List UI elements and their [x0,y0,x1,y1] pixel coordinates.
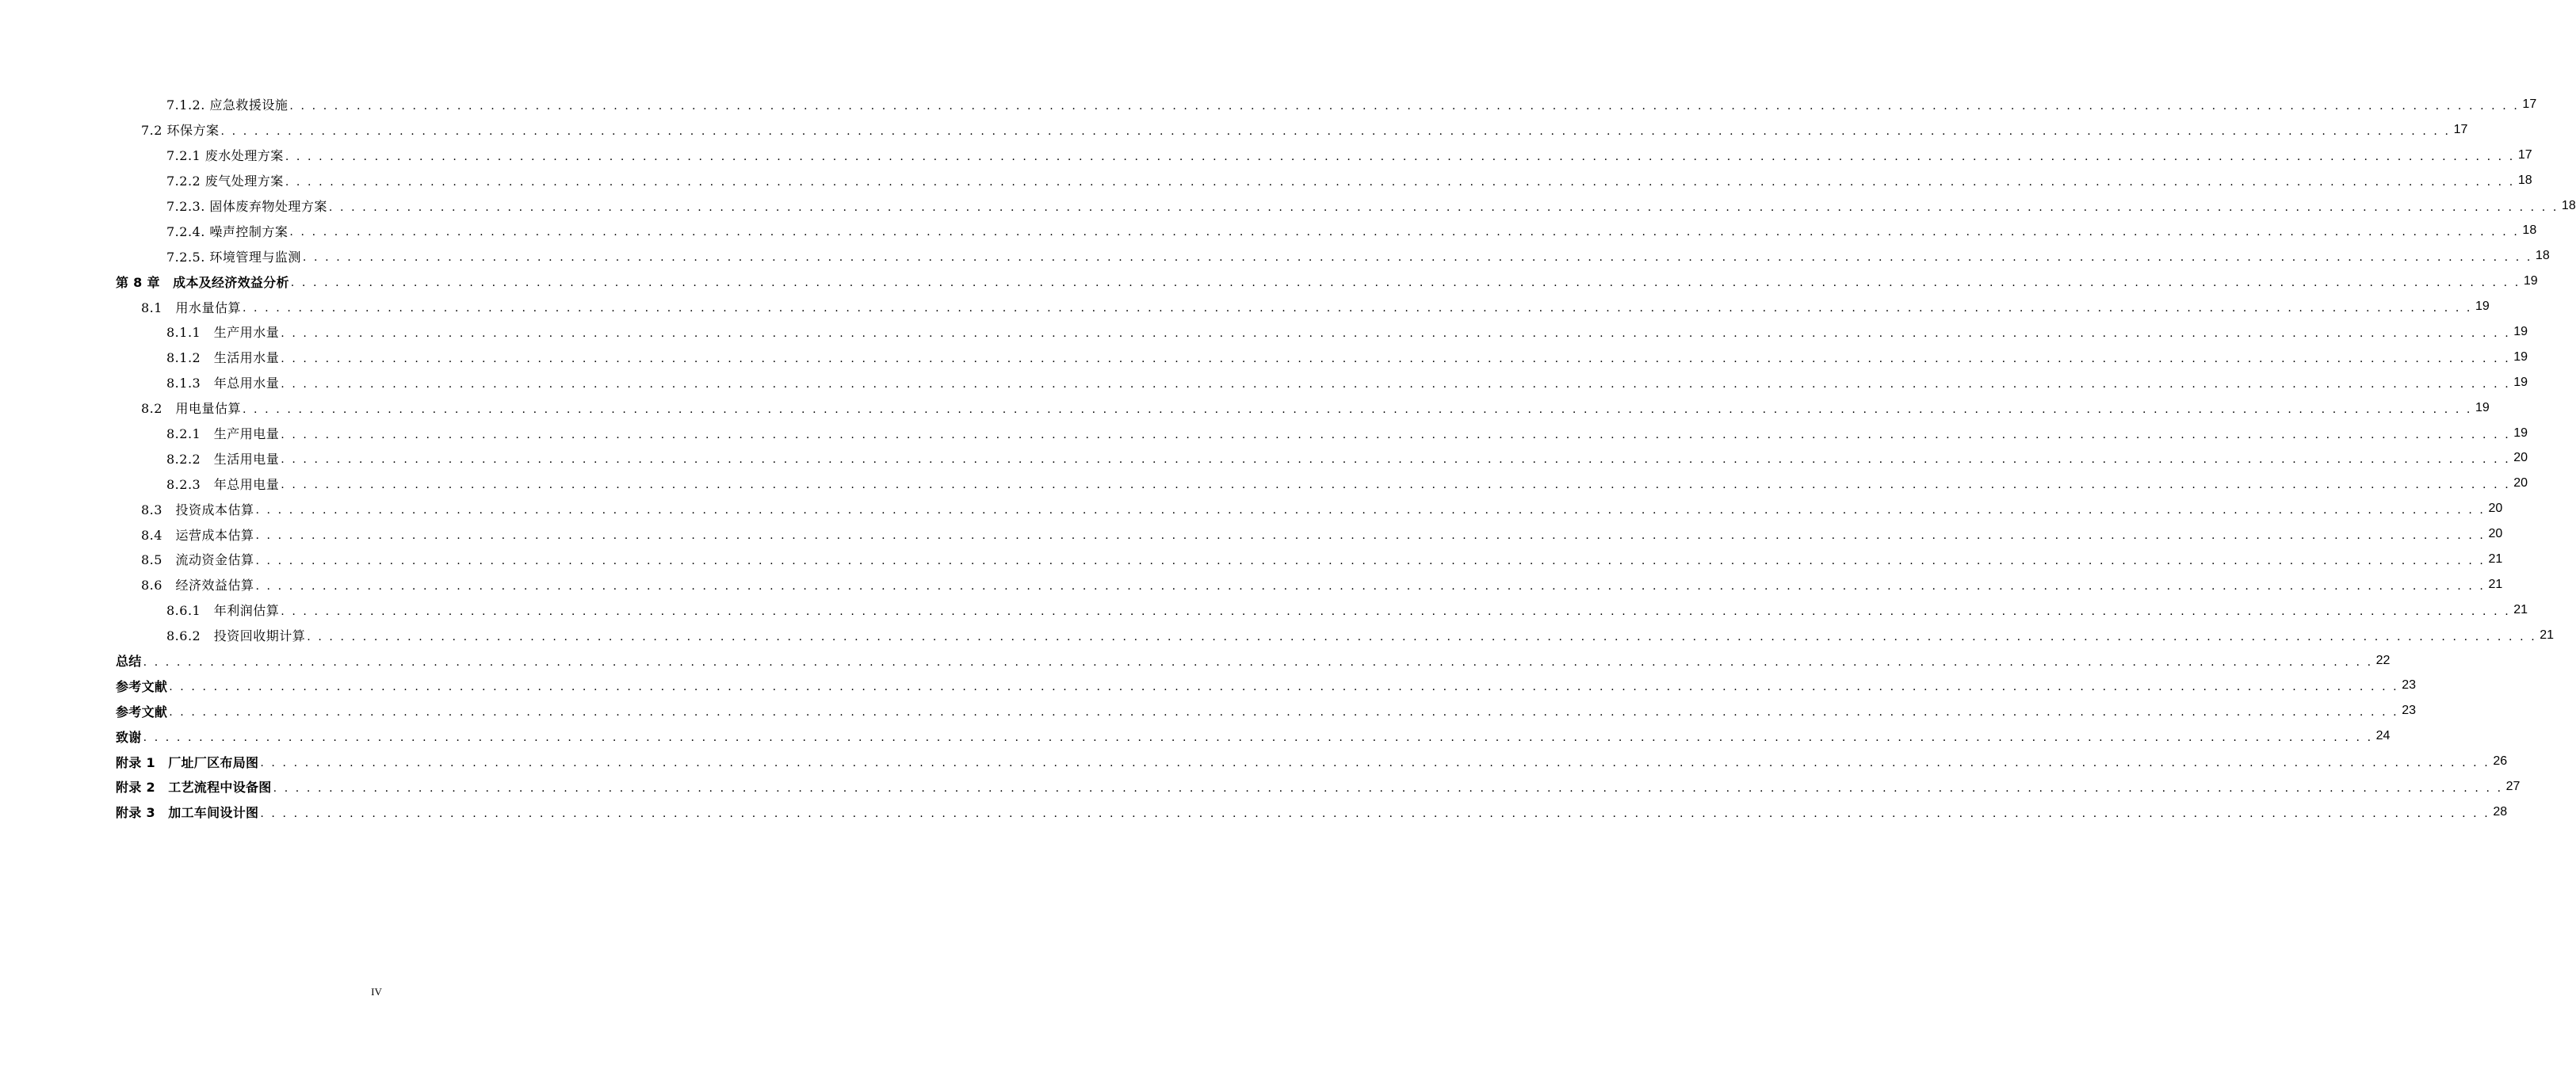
toc-entry-page-number: 20 [2488,527,2503,541]
toc-entry-page-number: 21 [2513,602,2528,616]
toc-entry[interactable] [0,800,2508,825]
toc-entry[interactable] [0,117,2468,143]
toc-entry-page-number: 17 [2453,122,2468,136]
toc-entry[interactable] [0,345,2528,370]
toc-entry-page-number: 18 [2522,223,2537,238]
toc-entry-title: 8.1.1 生产用水量 [166,325,280,341]
toc-entry-page-number: 27 [2505,779,2521,793]
dot-leader: . . . . . . . . . . . . . . . . . . . . . . . . . . . . . . . . . . . . . . . . . . . . . . . . . . . . . . . . . . . . . . . . . . . . . . . . . . . . . . . . . . . . . . . . . . . . . . . . . . . . . . . . . . . . . . . . . . . . . . . . . . . . . . . . . . . . . . . . . . . . . . . . . . . . . . . . . . . . . . . . . . . . . . . . . . . . . . . . . . . . . . . . . . . . . . . . . . . . . . . . [169,706,2399,720]
toc-entry-page-number: 17 [2517,147,2532,162]
toc-entry-title: 8.2 用电量估算 [141,401,241,417]
toc-entry-page-number: 19 [2523,274,2538,288]
toc-entry-page-number: 21 [2488,577,2503,591]
toc-entry-page-number: 19 [2513,426,2528,440]
dot-leader: . . . . . . . . . . . . . . . . . . . . . . . . . . . . . . . . . . . . . . . . . . . . . . . . . . . . . . . . . . . . . . . . . . . . . . . . . . . . . . . . . . . . . . . . . . . . . . . . . . . . . . . . . . . . . . . . . . . . . . . . . . . . . . . . . . . . . . . . . . . . . . . . . . . . . . . . . . . . . . . . . . . . . . . . . . . . . . . . . . . . . . . . . . . . . . . . . . . . . . . . [307,630,2537,643]
toc-entry-title: 8.5 流动资金估算 [141,552,254,568]
toc-entry[interactable] [0,572,2503,597]
dot-leader: . . . . . . . . . . . . . . . . . . . . . . . . . . . . . . . . . . . . . . . . . . . . . . . . . . . . . . . . . . . . . . . . . . . . . . . . . . . . . . . . . . . . . . . . . . . . . . . . . . . . . . . . . . . . . . . . . . . . . . . . . . . . . . . . . . . . . . . . . . . . . . . . . . . . . . . . . . . . . . . . . . . . . . . . . . . . . . . . . . . . . . . . . . . . . . . . . . . . . . . . [273,781,2503,795]
toc-entry[interactable] [0,597,2528,623]
toc-entry[interactable] [0,623,2555,648]
toc-entry[interactable] [0,698,2417,723]
toc-entry[interactable] [0,673,2417,698]
page-number-footer: IV [371,986,382,998]
dot-leader: . . . . . . . . . . . . . . . . . . . . . . . . . . . . . . . . . . . . . . . . . . . . . . . . . . . . . . . . . . . . . . . . . . . . . . . . . . . . . . . . . . . . . . . . . . . . . . . . . . . . . . . . . . . . . . . . . . . . . . . . . . . . . . . . . . . . . . . . . . . . . . . . . . . . . . . . . . . . . . . . . . . . . . . . . . . . . . . . . . . . . . . . . . . . . . . . . . . . . . . . [281,479,2511,492]
toc-entry-title: 7.2.2 废气处理方案 [166,174,284,189]
dot-leader: . . . . . . . . . . . . . . . . . . . . . . . . . . . . . . . . . . . . . . . . . . . . . . . . . . . . . . . . . . . . . . . . . . . . . . . . . . . . . . . . . . . . . . . . . . . . . . . . . . . . . . . . . . . . . . . . . . . . . . . . . . . . . . . . . . . . . . . . . . . . . . . . . . . . . . . . . . . . . . . . . . . . . . . . . . . . . . . . . . . . . . . . . . . . . . . . . . . . . . . . [255,504,2486,517]
toc-entry-title: 7.2.1 废水处理方案 [166,148,284,164]
toc-entry[interactable] [0,168,2532,193]
toc-entry[interactable] [0,421,2528,446]
toc-entry-page-number: 21 [2488,552,2503,566]
toc-entry-title: 第 8 章 成本及经济效益分析 [116,274,289,290]
toc-entry-page-number: 20 [2513,451,2528,465]
toc-entry[interactable] [0,521,2503,547]
toc-entry-title: 参考文献 [116,678,168,694]
toc-entry-title: 附录 1 厂址厂区布局图 [116,754,259,770]
dot-leader: . . . . . . . . . . . . . . . . . . . . . . . . . . . . . . . . . . . . . . . . . . . . . . . . . . . . . . . . . . . . . . . . . . . . . . . . . . . . . . . . . . . . . . . . . . . . . . . . . . . . . . . . . . . . . . . . . . . . . . . . . . . . . . . . . . . . . . . . . . . . . . . . . . . . . . . . . . . . . . . . . . . . . . . . . . . . . . . . . . . . . . . . . . . . . . . . . . . . . . . . [328,200,2559,214]
dot-leader: . . . . . . . . . . . . . . . . . . . . . . . . . . . . . . . . . . . . . . . . . . . . . . . . . . . . . . . . . . . . . . . . . . . . . . . . . . . . . . . . . . . . . . . . . . . . . . . . . . . . . . . . . . . . . . . . . . . . . . . . . . . . . . . . . . . . . . . . . . . . . . . . . . . . . . . . . . . . . . . . . . . . . . . . . . . . . . . . . . . . . . . . . . . . . . . . . . . . . . . . [260,807,2490,820]
toc-entry-title: 8.6.2 投资回收期计算 [166,628,306,644]
dot-leader: . . . . . . . . . . . . . . . . . . . . . . . . . . . . . . . . . . . . . . . . . . . . . . . . . . . . . . . . . . . . . . . . . . . . . . . . . . . . . . . . . . . . . . . . . . . . . . . . . . . . . . . . . . . . . . . . . . . . . . . . . . . . . . . . . . . . . . . . . . . . . . . . . . . . . . . . . . . . . . . . . . . . . . . . . . . . . . . . . . . . . . . . . . . . . . . . . . . . . . . . [242,302,2472,315]
toc-entry[interactable] [0,319,2528,345]
dot-leader: . . . . . . . . . . . . . . . . . . . . . . . . . . . . . . . . . . . . . . . . . . . . . . . . . . . . . . . . . . . . . . . . . . . . . . . . . . . . . . . . . . . . . . . . . . . . . . . . . . . . . . . . . . . . . . . . . . . . . . . . . . . . . . . . . . . . . . . . . . . . . . . . . . . . . . . . . . . . . . . . . . . . . . . . . . . . . . . . . . . . . . . . . . . . . . . . . . . . . . . . [143,731,2373,745]
toc-entry-title: 附录 3 加工车间设计图 [116,805,259,821]
dot-leader: . . . . . . . . . . . . . . . . . . . . . . . . . . . . . . . . . . . . . . . . . . . . . . . . . . . . . . . . . . . . . . . . . . . . . . . . . . . . . . . . . . . . . . . . . . . . . . . . . . . . . . . . . . . . . . . . . . . . . . . . . . . . . . . . . . . . . . . . . . . . . . . . . . . . . . . . . . . . . . . . . . . . . . . . . . . . . . . . . . . . . . . . . . . . . . . . . . . . . . . . [290,277,2521,290]
dot-leader: . . . . . . . . . . . . . . . . . . . . . . . . . . . . . . . . . . . . . . . . . . . . . . . . . . . . . . . . . . . . . . . . . . . . . . . . . . . . . . . . . . . . . . . . . . . . . . . . . . . . . . . . . . . . . . . . . . . . . . . . . . . . . . . . . . . . . . . . . . . . . . . . . . . . . . . . . . . . . . . . . . . . . . . . . . . . . . . . . . . . . . . . . . . . . . . . . . . . . . . . [255,554,2486,567]
toc-entry-title: 8.1 用水量估算 [141,300,241,315]
dot-leader: . . . . . . . . . . . . . . . . . . . . . . . . . . . . . . . . . . . . . . . . . . . . . . . . . . . . . . . . . . . . . . . . . . . . . . . . . . . . . . . . . . . . . . . . . . . . . . . . . . . . . . . . . . . . . . . . . . . . . . . . . . . . . . . . . . . . . . . . . . . . . . . . . . . . . . . . . . . . . . . . . . . . . . . . . . . . . . . . . . . . . . . . . . . . . . . . . . . . . . . . [281,428,2511,441]
toc-entry-title: 致谢 [116,729,142,745]
toc-entry-page-number: 20 [2488,502,2503,516]
toc-entry-page-number: 28 [2493,804,2508,819]
toc-entry-title: 参考文献 [116,704,168,720]
toc-entry[interactable] [0,143,2532,168]
toc-entry-page-number: 19 [2513,324,2528,338]
toc-entry-page-number: 24 [2375,729,2391,743]
toc-entry[interactable] [0,445,2528,471]
toc-entry-title: 8.6.1 年利润估算 [166,603,280,619]
toc-entry[interactable] [0,471,2528,496]
toc-entry-title: 7.2.3. 固体废弃物处理方案 [166,199,327,214]
toc-entry-page-number: 18 [2535,249,2550,263]
toc-entry-page-number: 26 [2493,754,2508,769]
toc-entry-title: 附录 2 工艺流程中设备图 [116,780,272,796]
toc-entry-page-number: 18 [2517,173,2532,187]
toc-entry-page-number: 20 [2513,476,2528,491]
toc-entry-page-number: 19 [2513,349,2528,364]
toc-entry[interactable] [0,193,2576,219]
toc-entry-title: 8.1.3 年总用水量 [166,376,280,391]
toc-entry[interactable] [0,648,2391,674]
toc-entry[interactable] [0,496,2503,521]
toc-entry-page-number: 19 [2475,300,2490,314]
table-of-contents [0,92,2576,825]
toc-entry-title: 8.2.2 生活用电量 [166,451,280,467]
dot-leader: . . . . . . . . . . . . . . . . . . . . . . . . . . . . . . . . . . . . . . . . . . . . . . . . . . . . . . . . . . . . . . . . . . . . . . . . . . . . . . . . . . . . . . . . . . . . . . . . . . . . . . . . . . . . . . . . . . . . . . . . . . . . . . . . . . . . . . . . . . . . . . . . . . . . . . . . . . . . . . . . . . . . . . . . . . . . . . . . . . . . . . . . . . . . . . . . . . . . . . . . [143,655,2373,669]
toc-entry-title: 7.1.2. 应急救援设施 [166,97,289,113]
toc-entry-title: 7.2.4. 噪声控制方案 [166,223,289,239]
toc-entry[interactable] [0,269,2538,294]
toc-entry-page-number: 21 [2540,628,2555,642]
toc-entry-title: 8.6 经济效益估算 [141,578,254,594]
toc-entry-page-number: 19 [2475,400,2490,414]
toc-entry[interactable] [0,92,2537,117]
dot-leader: . . . . . . . . . . . . . . . . . . . . . . . . . . . . . . . . . . . . . . . . . . . . . . . . . . . . . . . . . . . . . . . . . . . . . . . . . . . . . . . . . . . . . . . . . . . . . . . . . . . . . . . . . . . . . . . . . . . . . . . . . . . . . . . . . . . . . . . . . . . . . . . . . . . . . . . . . . . . . . . . . . . . . . . . . . . . . . . . . . . . . . . . . . . . . . . . . . . . . . . . [220,124,2451,138]
toc-entry-title: 7.2 环保方案 [141,123,220,139]
toc-entry-title: 8.2.1 生产用电量 [166,426,280,442]
dot-leader: . . . . . . . . . . . . . . . . . . . . . . . . . . . . . . . . . . . . . . . . . . . . . . . . . . . . . . . . . . . . . . . . . . . . . . . . . . . . . . . . . . . . . . . . . . . . . . . . . . . . . . . . . . . . . . . . . . . . . . . . . . . . . . . . . . . . . . . . . . . . . . . . . . . . . . . . . . . . . . . . . . . . . . . . . . . . . . . . . . . . . . . . . . . . . . . . . . . . . . . . [285,175,2515,189]
dot-leader: . . . . . . . . . . . . . . . . . . . . . . . . . . . . . . . . . . . . . . . . . . . . . . . . . . . . . . . . . . . . . . . . . . . . . . . . . . . . . . . . . . . . . . . . . . . . . . . . . . . . . . . . . . . . . . . . . . . . . . . . . . . . . . . . . . . . . . . . . . . . . . . . . . . . . . . . . . . . . . . . . . . . . . . . . . . . . . . . . . . . . . . . . . . . . . . . . . . . . . . . [255,579,2486,593]
dot-leader: . . . . . . . . . . . . . . . . . . . . . . . . . . . . . . . . . . . . . . . . . . . . . . . . . . . . . . . . . . . . . . . . . . . . . . . . . . . . . . . . . . . . . . . . . . . . . . . . . . . . . . . . . . . . . . . . . . . . . . . . . . . . . . . . . . . . . . . . . . . . . . . . . . . . . . . . . . . . . . . . . . . . . . . . . . . . . . . . . . . . . . . . . . . . . . . . . . . . . . . . [255,529,2486,543]
dot-leader: . . . . . . . . . . . . . . . . . . . . . . . . . . . . . . . . . . . . . . . . . . . . . . . . . . . . . . . . . . . . . . . . . . . . . . . . . . . . . . . . . . . . . . . . . . . . . . . . . . . . . . . . . . . . . . . . . . . . . . . . . . . . . . . . . . . . . . . . . . . . . . . . . . . . . . . . . . . . . . . . . . . . . . . . . . . . . . . . . . . . . . . . . . . . . . . . . . . . . . . . [281,326,2511,340]
dot-leader: . . . . . . . . . . . . . . . . . . . . . . . . . . . . . . . . . . . . . . . . . . . . . . . . . . . . . . . . . . . . . . . . . . . . . . . . . . . . . . . . . . . . . . . . . . . . . . . . . . . . . . . . . . . . . . . . . . . . . . . . . . . . . . . . . . . . . . . . . . . . . . . . . . . . . . . . . . . . . . . . . . . . . . . . . . . . . . . . . . . . . . . . . . . . . . . . . . . . . . . . [242,403,2472,416]
toc-entry-title: 8.2.3 年总用电量 [166,476,280,492]
toc-entry-page-number: 19 [2513,375,2528,389]
toc-entry-page-number: 17 [2522,97,2537,111]
dot-leader: . . . . . . . . . . . . . . . . . . . . . . . . . . . . . . . . . . . . . . . . . . . . . . . . . . . . . . . . . . . . . . . . . . . . . . . . . . . . . . . . . . . . . . . . . . . . . . . . . . . . . . . . . . . . . . . . . . . . . . . . . . . . . . . . . . . . . . . . . . . . . . . . . . . . . . . . . . . . . . . . . . . . . . . . . . . . . . . . . . . . . . . . . . . . . . . . . . . . . . . . [285,150,2515,163]
toc-entry-page-number: 18 [2561,198,2576,212]
toc-entry[interactable] [0,749,2508,774]
toc-entry-title: 8.1.2 生活用水量 [166,350,280,366]
dot-leader: . . . . . . . . . . . . . . . . . . . . . . . . . . . . . . . . . . . . . . . . . . . . . . . . . . . . . . . . . . . . . . . . . . . . . . . . . . . . . . . . . . . . . . . . . . . . . . . . . . . . . . . . . . . . . . . . . . . . . . . . . . . . . . . . . . . . . . . . . . . . . . . . . . . . . . . . . . . . . . . . . . . . . . . . . . . . . . . . . . . . . . . . . . . . . . . . . . . . . . . . [260,757,2490,770]
dot-leader: . . . . . . . . . . . . . . . . . . . . . . . . . . . . . . . . . . . . . . . . . . . . . . . . . . . . . . . . . . . . . . . . . . . . . . . . . . . . . . . . . . . . . . . . . . . . . . . . . . . . . . . . . . . . . . . . . . . . . . . . . . . . . . . . . . . . . . . . . . . . . . . . . . . . . . . . . . . . . . . . . . . . . . . . . . . . . . . . . . . . . . . . . . . . . . . . . . . . . . . . [302,251,2532,265]
toc-entry[interactable] [0,294,2490,319]
toc-entry-title: 8.4 运营成本估算 [141,527,254,543]
toc-entry[interactable] [0,243,2550,269]
toc-entry-page-number: 23 [2402,678,2417,693]
toc-entry[interactable] [0,774,2521,800]
toc-entry[interactable] [0,723,2391,749]
toc-entry[interactable] [0,370,2528,395]
toc-entry-title: 7.2.5. 环境管理与监测 [166,249,301,265]
dot-leader: . . . . . . . . . . . . . . . . . . . . . . . . . . . . . . . . . . . . . . . . . . . . . . . . . . . . . . . . . . . . . . . . . . . . . . . . . . . . . . . . . . . . . . . . . . . . . . . . . . . . . . . . . . . . . . . . . . . . . . . . . . . . . . . . . . . . . . . . . . . . . . . . . . . . . . . . . . . . . . . . . . . . . . . . . . . . . . . . . . . . . . . . . . . . . . . . . . . . . . . . [281,352,2511,365]
toc-entry[interactable] [0,218,2537,243]
toc-entry-page-number: 23 [2402,704,2417,718]
toc-entry-title: 总结 [116,654,142,670]
dot-leader: . . . . . . . . . . . . . . . . . . . . . . . . . . . . . . . . . . . . . . . . . . . . . . . . . . . . . . . . . . . . . . . . . . . . . . . . . . . . . . . . . . . . . . . . . . . . . . . . . . . . . . . . . . . . . . . . . . . . . . . . . . . . . . . . . . . . . . . . . . . . . . . . . . . . . . . . . . . . . . . . . . . . . . . . . . . . . . . . . . . . . . . . . . . . . . . . . . . . . . . . [289,99,2520,113]
toc-entry[interactable] [0,395,2490,421]
dot-leader: . . . . . . . . . . . . . . . . . . . . . . . . . . . . . . . . . . . . . . . . . . . . . . . . . . . . . . . . . . . . . . . . . . . . . . . . . . . . . . . . . . . . . . . . . . . . . . . . . . . . . . . . . . . . . . . . . . . . . . . . . . . . . . . . . . . . . . . . . . . . . . . . . . . . . . . . . . . . . . . . . . . . . . . . . . . . . . . . . . . . . . . . . . . . . . . . . . . . . . . . [169,681,2399,694]
dot-leader: . . . . . . . . . . . . . . . . . . . . . . . . . . . . . . . . . . . . . . . . . . . . . . . . . . . . . . . . . . . . . . . . . . . . . . . . . . . . . . . . . . . . . . . . . . . . . . . . . . . . . . . . . . . . . . . . . . . . . . . . . . . . . . . . . . . . . . . . . . . . . . . . . . . . . . . . . . . . . . . . . . . . . . . . . . . . . . . . . . . . . . . . . . . . . . . . . . . . . . . . [281,377,2511,391]
toc-entry-page-number: 22 [2375,653,2391,667]
dot-leader: . . . . . . . . . . . . . . . . . . . . . . . . . . . . . . . . . . . . . . . . . . . . . . . . . . . . . . . . . . . . . . . . . . . . . . . . . . . . . . . . . . . . . . . . . . . . . . . . . . . . . . . . . . . . . . . . . . . . . . . . . . . . . . . . . . . . . . . . . . . . . . . . . . . . . . . . . . . . . . . . . . . . . . . . . . . . . . . . . . . . . . . . . . . . . . . . . . . . . . . . [289,226,2520,239]
toc-entry[interactable] [0,547,2503,572]
dot-leader: . . . . . . . . . . . . . . . . . . . . . . . . . . . . . . . . . . . . . . . . . . . . . . . . . . . . . . . . . . . . . . . . . . . . . . . . . . . . . . . . . . . . . . . . . . . . . . . . . . . . . . . . . . . . . . . . . . . . . . . . . . . . . . . . . . . . . . . . . . . . . . . . . . . . . . . . . . . . . . . . . . . . . . . . . . . . . . . . . . . . . . . . . . . . . . . . . . . . . . . . [281,605,2511,618]
toc-entry-title: 8.3 投资成本估算 [141,502,254,517]
dot-leader: . . . . . . . . . . . . . . . . . . . . . . . . . . . . . . . . . . . . . . . . . . . . . . . . . . . . . . . . . . . . . . . . . . . . . . . . . . . . . . . . . . . . . . . . . . . . . . . . . . . . . . . . . . . . . . . . . . . . . . . . . . . . . . . . . . . . . . . . . . . . . . . . . . . . . . . . . . . . . . . . . . . . . . . . . . . . . . . . . . . . . . . . . . . . . . . . . . . . . . . . [281,453,2511,467]
